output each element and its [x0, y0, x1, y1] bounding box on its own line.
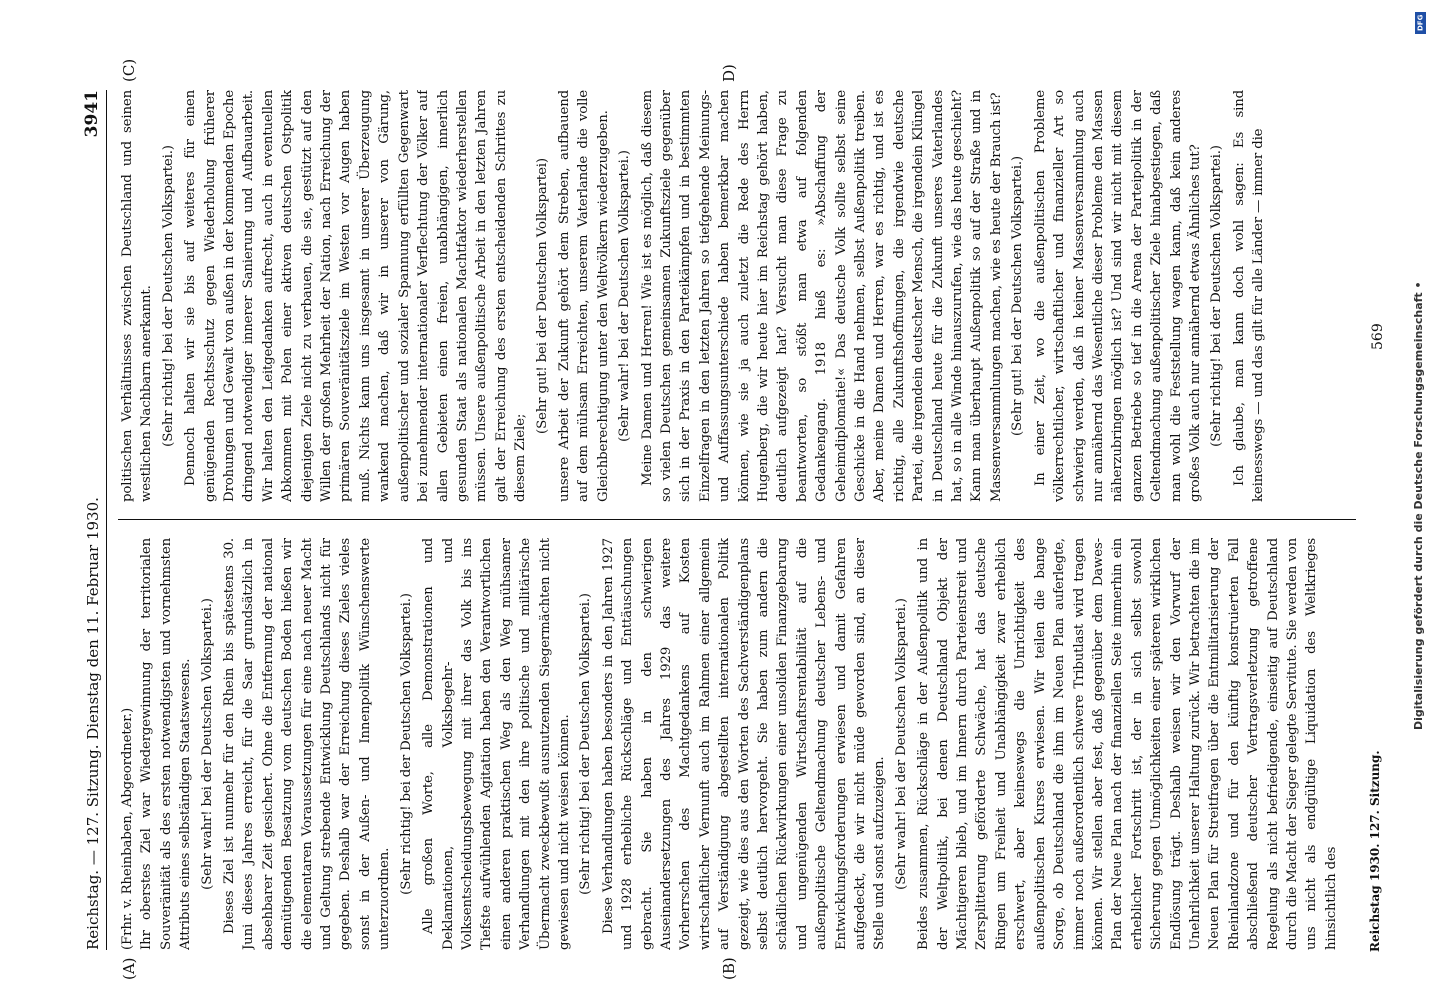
header-title: Reichstag. — 127. Sitzung. Dienstag den 11. Februar 1930.: [84, 497, 102, 950]
digitization-credit: [1388, 10, 1428, 1000]
paragraph: Meine Damen und Herren! Wie ist es möglich, daß diesem so vielen Deutschen gemeinsamen Zukunftsziele gegenüber sich in der Praxis in den Parteikämpfen und in bestimmten Einzelfragen in den letzten Jahren so tiefgehende Meinungs- und Auffassungsunterschiede haben bemerkbar machen können, wie sie ja auch zuletzt die Rede des Herrn Hugenberg, die wir heute hier im Reichstag gehört haben, deutlich aufgezeigt hat? Versucht man diese Frage zu beantworten, so stößt man etwa auf folgenden Gedankengang. 1918 hieß es: »Abschaffung der Geheimdiplomatie!« Das deutsche Volk sollte selbst seine Geschicke in die Hand nehmen, selbst Außenpolitik treiben. Aber, meine Damen und Herren, war es richtig, und ist es richtig, alle Zukunftshoffnungen, die irgendwie deutsche Partei, die irgendein deutscher Mensch, die irgendein Klüngel in Deutschland heute für die Zukunft unseres Vaterlandes hat, so in alle Winde hinauszurufen, wie das heute geschieht? Kann man überhaupt Außenpolitik so auf der Straße und in Massenversammlungen machen, wie es heute der Brauch ist?: [639, 90, 1004, 502]
interjection: (Sehr wahr! bei der Deutschen Volkspartei.): [199, 598, 215, 890]
footer-left: Reichstag 1930. 127. Sitzung.: [1368, 750, 1382, 952]
paragraph: Diese Verhandlungen haben besonders in den Jahren 1927 und 1928 erhebliche Rückschläge und Enttäuschungen gebracht. Sie haben in den schwierigen Auseinandersetzungen des Jahres 1929 das weitere Vorherrschen des Machtgedankens auf Kosten wirtschaftlicher Vernunft auch im Rahmen einer allgemein auf Verständigung abgestellten internationalen Politik gezeigt, wie dies aus den Worten des Sachverständigenplans selbst deutlich hervorgeht. Sie haben zum andern die schädlichen Rückwirkungen einer unsoliden Finanzgebarung und ungenügenden Wirtschaftsrentabilität auf die außenpolitische Geltendmachung deutscher Lebens- und Entwicklungsforderungen erwiesen und damit Gefahren aufgedeckt, die wir nicht müde geworden sind, an dieser Stelle und sonst aufzuzeigen.: [600, 538, 888, 950]
interjection: (Sehr richtig! bei der Deutschen Volkspartei.): [1209, 145, 1225, 447]
interjection: (Sehr gut! bei der Deutschen Volkspartei.): [1010, 156, 1026, 436]
interjection: (Sehr wahr! bei der Deutschen Volkspartei.): [893, 598, 909, 890]
paragraph: Beides zusammen, Rückschläge in der Außenpolitik und in der Weltpolitik, bei denen Deutschland Objekt der Mächtigeren blieb, und im Innern durch Parteienstreit und Zersplitterung geförderte Schwäche, hat das deutsche Ringen um Freiheit und Unabhängigkeit zwar erheblich erschwert, aber keineswegs die Unrichtigkeit des außenpolitischen Kurses erwiesen. Wir teilen die bange Sorge, ob Deutschland die ihm im Neuen Plan auferlegte, immer noch außerordentlich schwere Tributlast wird tragen können. Wir stellen aber fest, daß gegenüber dem Dawes-Plan der Neue Plan nach der finanziellen Seite immerhin ein erheblicher Fortschritt ist, der in sich selbst sowohl Sicherung gegen Unmöglichkeiten einer späteren wirklichen Endlösung trägt. Deshalb weisen wir den Vorwurf der Unehrlichkeit unserer Haltung zurück. Wir betrachten die im Neuen Plan für Streitfragen über die Entmilitarisierung der Rheinlandzone und für den künftig konstruierten Fall abschließend deutscher Vertragsverletzung getroffene Regelung als nicht befriedigende, einseitig auf Deutschland durch die Macht der Sieger gelegte Servitute. Sie werden von uns nicht als endgültige Liquidation des Weltkrieges hinsichtlich des: [916, 538, 1339, 950]
paragraph: (Frhr. v. Rheinbaben, Abgeordneter.): [120, 707, 135, 950]
rotated-document-page: [80, 58, 1400, 980]
right-text-column: [118, 90, 1358, 502]
margin-marker-b: (B): [720, 957, 738, 980]
paragraph: Dennoch halten wir sie bis auf weiteres für einen genügenden Rechtsschutz gegen Wiederholung früherer Drohungen und Gewalt von außen in der kommenden Epoche dringend notwendiger innerer Sanierung und Aufbauarbeit. Wir halten den Leitgedanken aufrecht, auch in eventuellen Abkommen mit Polen einer aktiven deutschen Ostpolitik diejenigen Ziele nicht zu verbauen, die sie, gestützt auf den Willen der großen Mehrheit der Nation, nach Erreichung der primären Souveränitätsziele im Westen vor Augen haben muß. Nichts kann uns insgesamt in unserer Überzeugung wankend machen, daß wir in unserer von Gärung, außenpolitischer und sozialer Spannung erfüllten Gegenwart bei zunehmender internationaler Verflechtung der Völker auf allen Gebieten einen freien, unabhängigen, innerlich gesunden Staat als nationalen Machtfaktor wiederherstellen müssen. Unsere außenpolitische Arbeit in den letzten Jahren galt der Erreichung des ersten entscheidenden Schrittes zu diesem Ziele;: [183, 90, 529, 502]
paragraph: Ihr oberstes Ziel war Wiedergewinnung der territorialen Souveränität als des ersten notwendigsten und vornehmsten Attributs eines selbständigen Staatswesens.: [139, 538, 194, 950]
interjection: (Sehr richtig! bei der Deutschen Volkspartei.): [578, 593, 594, 895]
paragraph: Dieses Ziel ist nunmehr für den Rhein bis spätestens 30. Juni dieses Jahres erreicht, für die Saar grundsätzlich in absehbarer Zeit gesichert. Ohne die Entfernung der national demütigenden Besatzung vom deutschen Boden hießen wir die elementaren Voraussetzungen für eine nach neuer Macht und Geltung strebende Entwicklung Deutschlands nicht für gegeben. Deshalb war der Erreichung dieses Zieles vieles sonst in der Außen- und Innenpolitik Wünschenswerte unterzuordnen.: [222, 538, 393, 950]
paragraph: Alle großen Worte, alle Demonstrationen und Deklamationen, Volksbegehr- und Volksentscheidungsbewegung mit ihrer das Volk bis ins Tiefste aufwühlenden Agitation haben den Verantwortlichen einen anderen praktischen Weg als den Weg mühsamer Verhandlungen mit den ihre politische und militärische Übermacht zweckbewußt ausnutzenden Siegermächten nicht gewiesen und nicht weisen können.: [421, 538, 572, 950]
dfg-logo: DFG: [1415, 12, 1426, 34]
paragraph: Ich glaube, man kann doch wohl sagen: Es sind keinesswegs — und das gilt für alle Länder — immer die: [1231, 90, 1267, 502]
page-header: [80, 90, 107, 950]
interjection: (Sehr wahr! bei der Deutschen Volkspartei.): [617, 150, 633, 442]
paragraph: In einer Zeit, wo die außenpolitischen Probleme völkerrechtlicher, wirtschaftlicher und finanzieller Art so schwierig werden, daß in keiner Massenversammlung auch nur annähernd das Wesentliche dieser Probleme den Massen näherzubringen möglich ist? Und sind wir nicht mit diesem ganzen Betriebe so tief in die Arena der Parteipolitik in der Geltendmachung außenpolitischer Ziele hinabgestiegen, daß man wohl die Feststellung wagen kann, daß kein anderes großes Volk auch nur annähernd etwas Ähnliches tut?: [1032, 90, 1203, 502]
margin-marker-d: D): [720, 64, 738, 82]
page-number: 3941: [82, 90, 102, 138]
left-text-column: [118, 538, 1358, 950]
column-divider: [118, 519, 1356, 520]
interjection: (Sehr gut! bei der Deutschen Volkspartei): [534, 158, 550, 434]
margin-marker-a: (A): [120, 957, 138, 980]
interjection: (Sehr richtig! bei der Deutschen Volkspartei.): [160, 145, 176, 447]
footer-page-signature: 569: [1370, 323, 1386, 350]
paragraph: politischen Verhältnisses zwischen Deutschland und seinen westlichen Nachbarn anerkannt.: [120, 90, 155, 502]
paragraph: unsere Arbeit der Zukunft gehört dem Streben, aufbauend auf dem mühsam Erreichten, unserem Vaterlande die volle Gleichberechtigung unter den Weltvölkern wiederzugeben.: [556, 90, 611, 502]
credit-text: Digitalisierung gefördert durch die Deutsche Forschungsgemeinschaft •: [1412, 281, 1425, 730]
interjection: (Sehr richtig! bei der Deutschen Volkspartei.): [398, 593, 414, 895]
margin-marker-c: (C): [120, 58, 138, 82]
